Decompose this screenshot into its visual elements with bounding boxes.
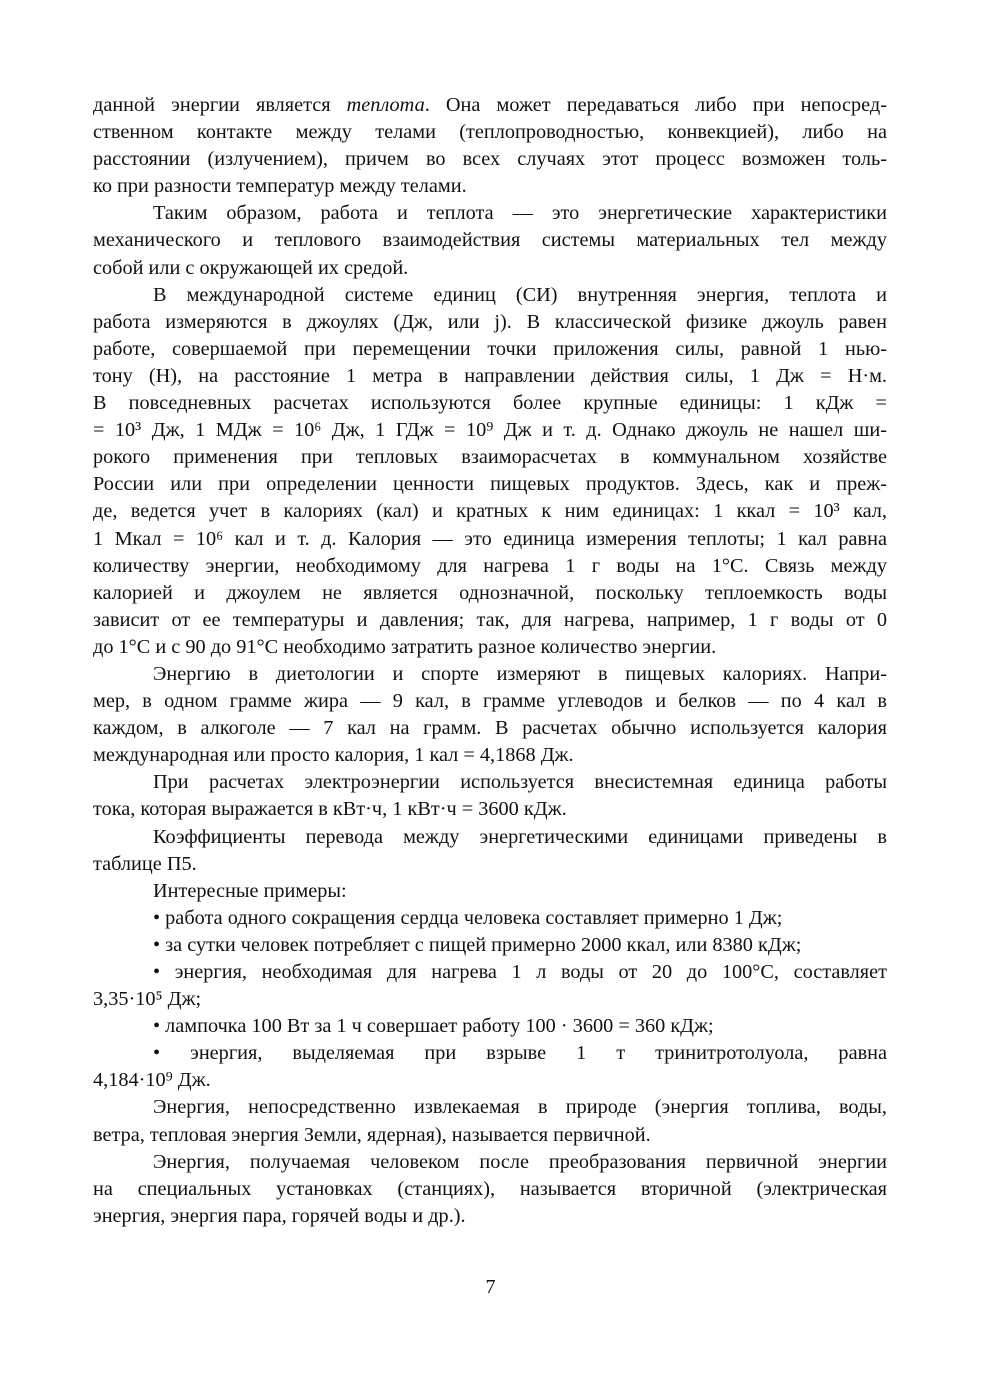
text-line: работа измеряются в джоулях (Дж, или j). В классической физике джоуль равен	[93, 310, 887, 333]
text-line: каждом, в алкоголе — 7 кал на грамм. В расчетах обычно используется калория	[93, 717, 887, 740]
text-line: Коэффициенты перевода между энергетическими единицами приведены в	[153, 825, 887, 848]
text-line: рокого применения при тепловых взаиморасчетах в коммунальном хозяйстве	[93, 446, 887, 469]
bullet-item	[93, 932, 887, 959]
bullet-item	[93, 905, 887, 932]
text-line: расстоянии (излучением), причем во всех случаях этот процесс возможен толь-	[93, 148, 887, 171]
paragraph	[93, 200, 887, 281]
text-line: тока, которая выражается в кВт·ч, 1 кВт·ч = 3600 кДж.	[93, 798, 567, 821]
text-line: Энергия, непосредственно извлекаемая в природе (энергия топлива, воды,	[153, 1096, 887, 1119]
text-line: 4,184·10⁹ Дж.	[93, 1069, 211, 1092]
text-line: до 1°С и с 90 до 91°С необходимо затратить разное количество энергии.	[93, 635, 717, 658]
text-line: ветра, тепловая энергия Земли, ядерная), называется первичной.	[93, 1123, 651, 1146]
page-body	[93, 92, 887, 1230]
paragraph	[93, 92, 887, 200]
paragraph	[93, 1149, 887, 1230]
page-number: 7	[485, 1276, 496, 1298]
text-line: на специальных установках (станциях), называется вторичной (электрическая	[93, 1177, 887, 1200]
text-line: ко при разности температур между телами.	[93, 175, 467, 198]
text-line: • лампочка 100 Вт за 1 ч совершает работу 100 · 3600 = 360 кДж;	[153, 1015, 714, 1038]
text-line: • за сутки человек потребляет с пищей примерно 2000 ккал, или 8380 кДж;	[153, 933, 802, 956]
text-line: • работа одного сокращения сердца человека составляет примерно 1 Дж;	[153, 906, 783, 929]
text-line: энергия, энергия пара, горячей воды и др.).	[93, 1204, 466, 1227]
text-line: • энергия, выделяемая при взрыве 1 т тринитротолуола, равна	[153, 1042, 887, 1065]
text-line: международная или просто калория, 1 кал = 4,1868 Дж.	[93, 744, 574, 767]
paragraph	[93, 661, 887, 769]
text-segment: . Она может передаваться либо при непосред-	[424, 94, 887, 116]
text-line: работе, совершаемой при перемещении точки приложения силы, равной 1 нью-	[93, 337, 887, 360]
text-line: калорией и джоулем не является однозначной, поскольку теплоемкость воды	[93, 581, 887, 604]
text-line: 1 Мкал = 10⁶ кал и т. д. Калория — это единица измерения теплоты; 1 кал равна	[93, 527, 887, 550]
paragraph	[93, 1094, 887, 1148]
text-line: ственном контакте между телами (теплопроводностью, конвекцией), либо на	[93, 121, 887, 144]
text-line: таблице П5.	[93, 852, 197, 875]
text-line: механического и теплового взаимодействия системы материальных тел между	[93, 229, 887, 252]
bullet-item	[93, 1040, 887, 1094]
text-line: В повседневных расчетах используются более крупные единицы: 1 кДж =	[93, 392, 887, 415]
text-line: Энергия, получаемая человеком после преобразования первичной энергии	[153, 1150, 887, 1173]
text-segment: данной энергии является	[93, 94, 347, 116]
text-line: тону (Н), на расстояние 1 метра в направлении действия силы, 1 Дж = Н·м.	[93, 364, 887, 387]
bullet-item	[93, 959, 887, 1013]
paragraph	[93, 824, 887, 878]
paragraph	[93, 878, 887, 905]
text-line: мер, в одном грамме жира — 9 кал, в грамме углеводов и белков — по 4 кал в	[93, 690, 887, 713]
text-line	[93, 92, 887, 119]
text-line: России или при определении ценности пищевых продуктов. Здесь, как и преж-	[93, 473, 887, 496]
text-line: де, ведется учет в калориях (кал) и кратных к ним единицах: 1 ккал = 10³ кал,	[93, 500, 887, 523]
text-line: зависит от ее температуры и давления; так, для нагрева, например, 1 г воды от 0	[93, 608, 887, 631]
text-line: Интересные примеры:	[153, 879, 347, 902]
text-line: = 10³ Дж, 1 МДж = 10⁶ Дж, 1 ГДж = 10⁹ Дж и т. д. Однако джоуль не нашел ши-	[93, 419, 887, 442]
text-line: • энергия, необходимая для нагрева 1 л воды от 20 до 100°С, составляет	[153, 961, 887, 983]
text-line: Энергию в диетологии и спорте измеряют в пищевых калориях. Напри-	[153, 662, 887, 685]
bullet-item	[93, 1013, 887, 1040]
text-line: 3,35·10⁵ Дж;	[93, 988, 202, 1011]
text-line: собой или с окружающей их средой.	[93, 256, 409, 279]
text-line: В международной системе единиц (СИ) внутренняя энергия, теплота и	[153, 283, 887, 306]
paragraph	[93, 282, 887, 661]
text-line: Таким образом, работа и теплота — это энергетические характеристики	[153, 202, 887, 225]
emphasized-term: теплота	[346, 94, 425, 116]
paragraph	[93, 769, 887, 823]
text-line: При расчетах электроэнергии используется внесистемная единица работы	[153, 771, 887, 794]
text-line: количеству энергии, необходимому для нагрева 1 г воды на 1°С. Связь между	[93, 554, 887, 577]
